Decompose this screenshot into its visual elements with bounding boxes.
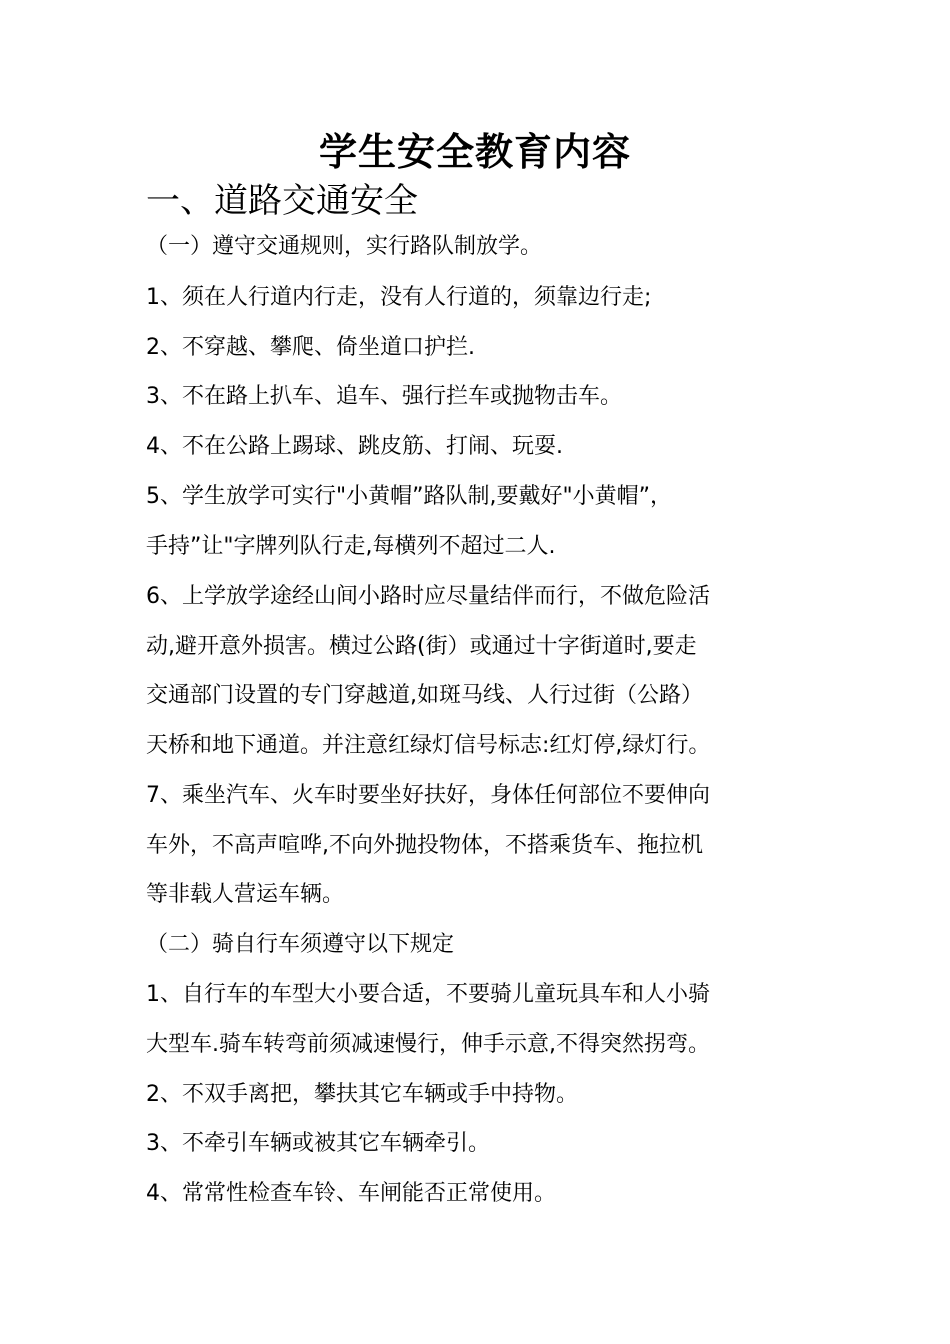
paragraph-line: 7、乘坐汽车、火车时要坐好扶好，身体任何部位不要伸向 [146, 783, 710, 808]
paragraph-line: 1、须在人行道内行走，没有人行道的，须靠边行走; [146, 285, 652, 310]
paragraph-line: 4、不在公路上踢球、跳皮筋、打闹、玩耍. [146, 434, 563, 459]
paragraph-line: 手持”让"字牌列队行走,每横列不超过二人. [146, 534, 556, 559]
paragraph-line: 2、不双手离把，攀扶其它车辆或手中持物。 [146, 1082, 578, 1107]
subsection-heading: （一）遵守交通规则，实行路队制放学。 [146, 234, 543, 259]
paragraph-line: 天桥和地下通道。并注意红绿灯信号标志:红灯停,绿灯行。 [146, 733, 711, 758]
paragraph-line: 大型车.骑车转弯前须减速慢行，伸手示意,不得突然拐弯。 [146, 1032, 710, 1057]
paragraph-line: 6、上学放学途经山间小路时应尽量结伴而行，不做危险活 [146, 584, 710, 609]
paragraph-line: 5、学生放学可实行"小黄帽”路队制,要戴好"小黄帽”， [146, 484, 673, 509]
paragraph-line: 交通部门设置的专门穿越道,如斑马线、人行过街（公路） [146, 683, 703, 708]
paragraph-line: 3、不在路上扒车、追车、强行拦车或抛物击车。 [146, 384, 622, 409]
paragraph-line: 动,避开意外损害。横过公路(街）或通过十字街道时,要走 [146, 634, 697, 659]
subsection-heading: （二）骑自行车须遵守以下规定 [146, 932, 455, 957]
paragraph-line: 3、不牵引车辆或被其它车辆牵引。 [146, 1131, 490, 1156]
paragraph-line: 1、自行车的车型大小要合适，不要骑儿童玩具车和人小骑 [146, 982, 710, 1007]
section-heading: 一、道路交通安全 [146, 181, 418, 221]
paragraph-line: 车外，不高声喧哗,不向外抛投物体，不搭乘货车、拖拉机 [146, 833, 703, 858]
paragraph-line: 2、不穿越、攀爬、倚坐道口护拦. [146, 335, 475, 360]
document-title: 学生安全教育内容 [318, 130, 631, 174]
paragraph-line: 4、常常性检查车铃、车闸能否正常使用。 [146, 1181, 556, 1206]
paragraph-line: 等非载人营运车辆。 [146, 882, 345, 907]
